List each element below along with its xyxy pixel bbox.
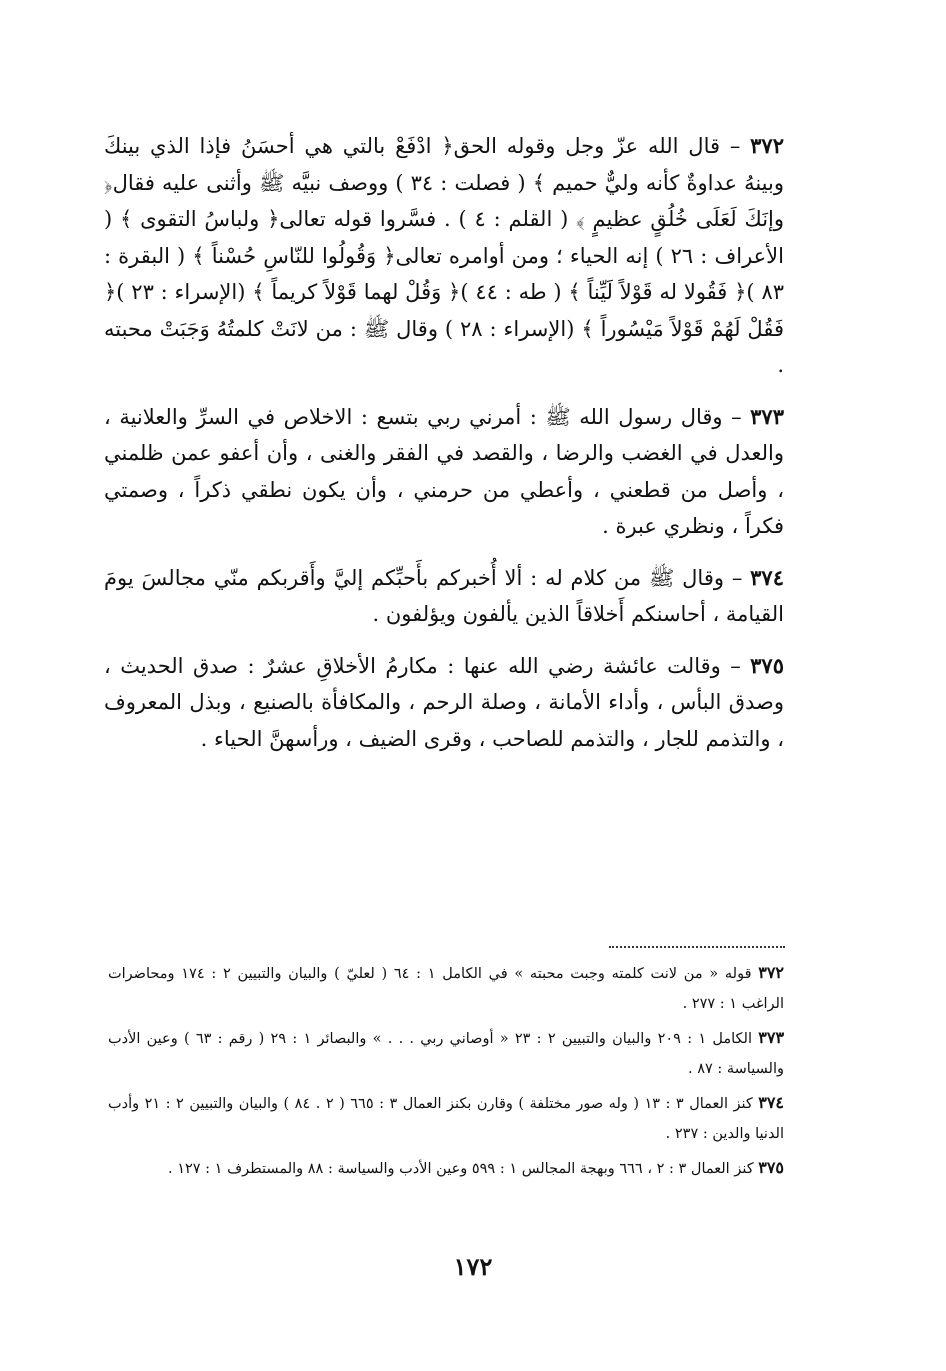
footnote-number: ٣٧٥ bbox=[758, 1158, 784, 1177]
paragraph-number: ٣٧٢ bbox=[750, 133, 784, 158]
footnote-text: قوله « من لانت كلمته وجبت محبته » في الكامل ١ : ٦٤ ( لعليّ ) والبيان والتبيين ٢ : ١٧٤ ومحاضرات الراغب ١ : ٢٧٧ . bbox=[108, 966, 784, 1012]
paragraph-number: ٣٧٥ bbox=[750, 652, 784, 678]
paragraph-number: ٣٧٣ bbox=[750, 403, 784, 429]
paragraph-text: – وقال ﷺ من كلام له : ألا أُخبركم بأَحبِّكم إليَّ وأَقربكم منّي مجالسَ يومَ القيامة ، أحاسنكم أَخلاقاً الذين يألفون ويؤلفون . bbox=[104, 565, 784, 626]
paragraph-375 bbox=[104, 648, 784, 758]
footnotes bbox=[108, 958, 784, 1188]
footnote-text: كنز العمال ٣ : ١٣ ( وله صور مختلفة ) وقارن بكنز العمال ٣ : ٦٦٥ ( ٢ . ٨٤ ) والبيان والتبيين ٢ : ٢١ وأدب الدنيا والدين : ٢٣٧ . bbox=[108, 1096, 784, 1142]
footnote-text: كنز العمال ٣ : ٢ ، ٦٦٦ وبهجة المجالس ١ : ٥٩٩ وعين الأدب والسياسة : ٨٨ والمستطرف ١ : ١٢٧ . bbox=[167, 1161, 759, 1177]
main-text bbox=[104, 128, 784, 772]
footnote-375 bbox=[108, 1153, 784, 1184]
paragraph-number: ٣٧٤ bbox=[750, 564, 784, 590]
page-number: ١٧٢ bbox=[453, 1252, 493, 1281]
paragraph-373 bbox=[104, 399, 784, 545]
footnote-number: ٣٧٢ bbox=[758, 963, 784, 982]
footnote-374 bbox=[108, 1088, 784, 1149]
footnote-373 bbox=[108, 1023, 784, 1084]
paragraph-text: – قال الله عزّ وجل وقوله الحق﴿ ادْفَعْ بالتي هي أحسَنُ فإذا الذي بينكَ وبينهُ عداوةٌ كأنه وليٌّ حميم ﴾ ( فصلت : ٣٤ ) ووصف نبيَّه ﷺ وأثنى عليه فقال﴿ وإنَكَ لَعَلَى خُلُقٍ عظيمٍ ﴾ ( القلم : ٤ ) . فسَّروا قوله تعالى﴿ ولباسُ التقوى ﴾ ( الأعراف : ٢٦ ) إنه الحياء ؛ ومن أوامره تعالى﴿ وَقُولُوا للنّاسِ حُسْناً ﴾ ( البقرة : ٨٣ )﴿ فَقُولا له قَوْلاً لَيِّناً ﴾ ( طه : ٤٤ )﴿ وَقُلْ لهما قَوْلاً كريماً ﴾ (الإسراء : ٢٣ )﴿ فَقُلْ لَهُمْ قَوْلاً مَيْسُوراً ﴾ (الإسراء : ٢٨ ) وقال ﷺ : من لانَتْ كلمتُهُ وَجَبَتْ محبته . bbox=[104, 134, 785, 377]
footnote-number: ٣٧٤ bbox=[758, 1093, 784, 1112]
paragraph-372 bbox=[104, 128, 784, 384]
footnote-372 bbox=[108, 958, 784, 1019]
footnote-text: الكامل ١ : ٢٠٩ والبيان والتبيين ٢ : ٢٣ « أوصاني ربي . . . » والبصائر ١ : ٢٩ ( رقم : ٦٣ ) وعين الأدب والسياسة : ٨٧ . bbox=[108, 1031, 784, 1077]
paragraph-text: – وقالت عائشة رضي الله عنها : مكارمُ الأخلاقِ عشرٌ : صدق الحديث ، وصدق البأس ، وأداء الأمانة ، وصلة الرحم ، والمكافأة بالصنيع ، وبذل المعروف ، والتذمم للجار ، والتذمم للصاحب ، وقرى الضيف ، ورأسهنَّ الحياء . bbox=[104, 653, 784, 751]
paragraph-text: – وقال رسول الله ﷺ : أمرني ربي بتسع : الاخلاص في السرِّ والعلانية ، والعدل في الغضب والرضا ، والقصد في الفقر والغنى ، وأن أعفو عمن ظلمني ، وأصل من قطعني ، وأعطي من حرمني ، وأن يكون نطقي ذكراً ، وصمتي فكراً ، ونظري عبرة . bbox=[104, 404, 784, 538]
footnote-separator bbox=[609, 946, 785, 948]
paragraph-374 bbox=[104, 560, 784, 633]
footnote-number: ٣٧٣ bbox=[758, 1028, 785, 1047]
